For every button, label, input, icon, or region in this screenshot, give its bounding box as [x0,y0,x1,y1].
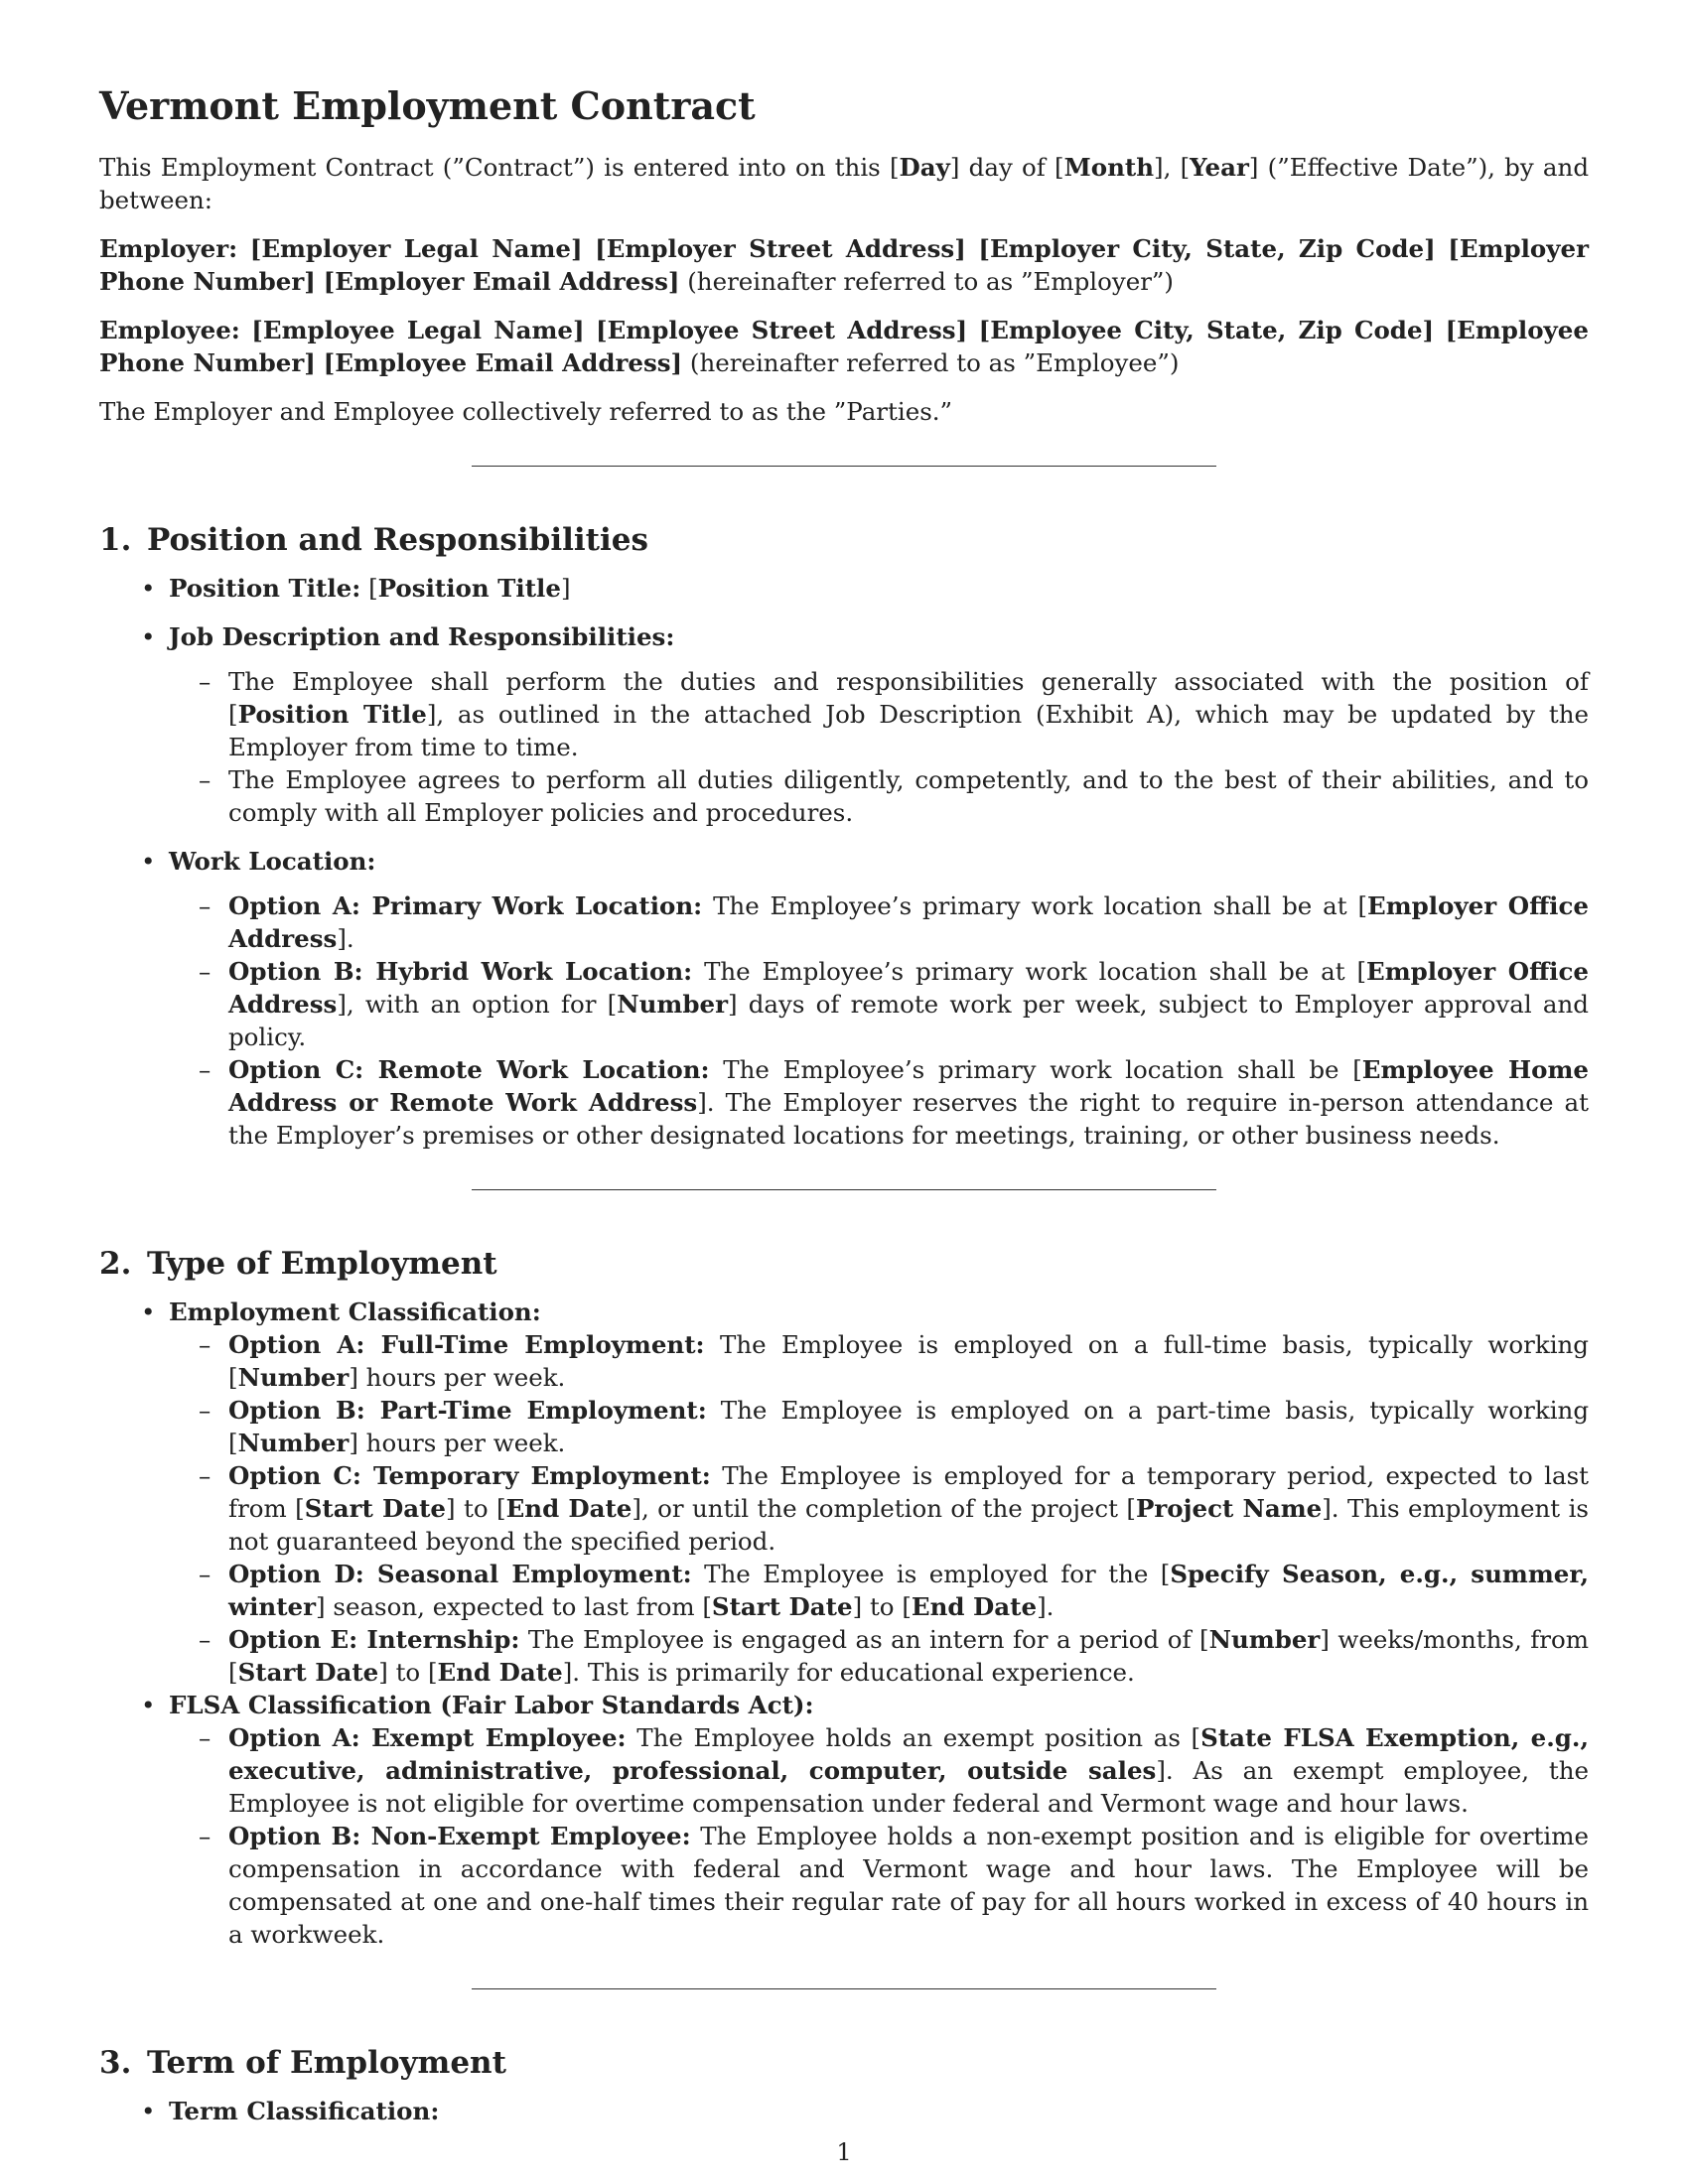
intro-paragraph: This Employment Contract (”Contract”) is entered into on this [Day] day of [Month], [Year] (”Effective Date”), by and between: [99,153,1589,214]
list-item: • FLSA Classification (Fair Labor Standards Act): – Option A: Exempt Employee: The Employee holds an exempt position as [State FLSA Exemption, e.g., executive, administrative, professional, computer, outside sales]. As an exempt employee, the Employee is not eligible for overtime compensation under federal and Vermont wage and hour laws. – Option B: Non-Exempt Employee: The Employee holds a non-exempt position and is eligible for overtime compensation in accordance with federal and Vermont wage and hour laws. The Employee will be compensated at one and one-half times their regular rate of pay for all hours worked in excess of 40 hours in a workweek. [169,1689,1589,1951]
section-heading-2: 2. Type of Employment [99,1246,497,1282]
list-item: • Term Classification: [169,2095,1589,2127]
section-divider [472,466,1216,467]
list-item: • Job Description and Responsibilities: – The Employee shall perform the duties and responsibilities generally associated with the position of [Position Title], as outlined in the attached Job Description (Exhibit A), which may be updated by the Employer from time to time. – The Employee agrees to perform all duties diligently, competently, and to the best of their abilities, and to comply with all Employer policies and procedures. [169,620,1589,829]
flsa-classification-sublist [169,1721,1589,1951]
list-item: – Option E: Internship: The Employee is engaged as an intern for a period of [Number] weeks/months, from [Start Date] to [End Date]. This is primarily for educational experience. [228,1623,1589,1689]
list-item: – Option B: Hybrid Work Location: The Employee’s primary work location shall be at [Employer Office Address], with an option for [Number] days of remote work per week, subject to Employer approval and policy. [228,955,1589,1053]
section-divider [472,1189,1216,1190]
employer-block: Employer: [Employer Legal Name] [Employer Street Address] [Employer City, State, Zip Code] [Employer Phone Number] [Employer Email Address] (hereinafter referred to as ”Employer”) [99,234,1589,296]
section-2-list [99,1296,1589,1951]
list-item: • Position Title: [Position Title] [169,572,1589,605]
employer-label: Employer: [99,234,238,263]
list-item: – Option A: Primary Work Location: The Employee’s primary work location shall be at [Employer Office Address]. [228,889,1589,955]
list-item: • Employment Classification: – Option A: Full-Time Employment: The Employee is employed on a full-time basis, typically working [Number] hours per week. – Option B: Part-Time Employment: The Employee is employed on a part-time basis, typically working [Number] hours per week. – Option C: Temporary Employment: The Employee is employed for a temporary period, expected to last from [Start Date] to [End Date], or until the completion of the project [Project Name]. This employment is not guaranteed beyond the specified period. – Option D: Seasonal Employment: The Employee is employed for the [Specify Season, e.g., summer, winter] season, expected to last from [Start Date] to [End Date]. – Option E: Internship: The Employee is engaged as an intern for a period of [Number] weeks/months, from [Start Date] to [End Date]. This is primarily for educational experience. [169,1296,1589,1689]
list-item: – Option C: Remote Work Location: The Employee’s primary work location shall be [Employee Home Address or Remote Work Address]. The Employer reserves the right to require in-person attendance at the Employer’s premises or other designated locations for meetings, training, or other business needs. [228,1053,1589,1152]
document-title: Vermont Employment Contract [99,83,756,128]
month-placeholder: Month [1063,153,1155,182]
parties-paragraph: The Employer and Employee collectively referred to as the ”Parties.” [99,397,953,426]
list-item: – Option B: Part-Time Employment: The Employee is employed on a part-time basis, typically working [Number] hours per week. [228,1394,1589,1459]
work-location-sublist [169,889,1589,1152]
section-1-list [99,572,1589,1152]
list-item: – The Employee agrees to perform all duties diligently, competently, and to the best of their abilities, and to comply with all Employer policies and procedures. [228,763,1589,829]
list-item: – Option A: Exempt Employee: The Employee holds an exempt position as [State FLSA Exemption, e.g., executive, administrative, professional, computer, outside sales]. As an exempt employee, the Employee is not eligible for overtime compensation under federal and Vermont wage and hour laws. [228,1721,1589,1820]
list-item: – The Employee shall perform the duties and responsibilities generally associated with the position of [Position Title], as outlined in the attached Job Description (Exhibit A), which may be updated by the Employer from time to time. [228,665,1589,763]
year-placeholder: Year [1190,153,1249,182]
section-3-list [99,2095,1589,2127]
employee-label: Employee: [99,316,240,344]
employee-block: Employee: [Employee Legal Name] [Employee Street Address] [Employee City, State, Zip Code] [Employee Phone Number] [Employee Email Address] (hereinafter referred to as ”Employee”) [99,316,1589,377]
page-number: 1 [836,2138,852,2166]
list-item: • Work Location: – Option A: Primary Work Location: The Employee’s primary work location shall be at [Employer Office Address]. – Option B: Hybrid Work Location: The Employee’s primary work location shall be at [Employer Office Address], with an option for [Number] days of remote work per week, subject to Employer approval and policy. – Option C: Remote Work Location: The Employee’s primary work location shall be [Employee Home Address or Remote Work Address]. The Employer reserves the right to require in-person attendance at the Employer’s premises or other designated locations for meetings, training, or other business needs. [169,845,1589,1152]
list-item: – Option B: Non-Exempt Employee: The Employee holds a non-exempt position and is eligible for overtime compensation in accordance with federal and Vermont wage and hour laws. The Employee will be compensated at one and one-half times their regular rate of pay for all hours worked in excess of 40 hours in a workweek. [228,1820,1589,1951]
list-item: – Option A: Full-Time Employment: The Employee is employed on a full-time basis, typically working [Number] hours per week. [228,1328,1589,1394]
list-item: – Option C: Temporary Employment: The Employee is employed for a temporary period, expected to last from [Start Date] to [End Date], or until the completion of the project [Project Name]. This employment is not guaranteed beyond the specified period. [228,1459,1589,1558]
day-placeholder: Day [899,153,950,182]
section-heading-1: 1. Position and Responsibilities [99,522,648,558]
section-heading-3: 3. Term of Employment [99,2045,506,2081]
document-page [99,83,1589,2143]
job-description-sublist [169,665,1589,829]
list-item: – Option D: Seasonal Employment: The Employee is employed for the [Specify Season, e.g., summer, winter] season, expected to last from [Start Date] to [End Date]. [228,1558,1589,1623]
section-divider [472,1988,1216,1989]
employment-classification-sublist [169,1328,1589,1689]
